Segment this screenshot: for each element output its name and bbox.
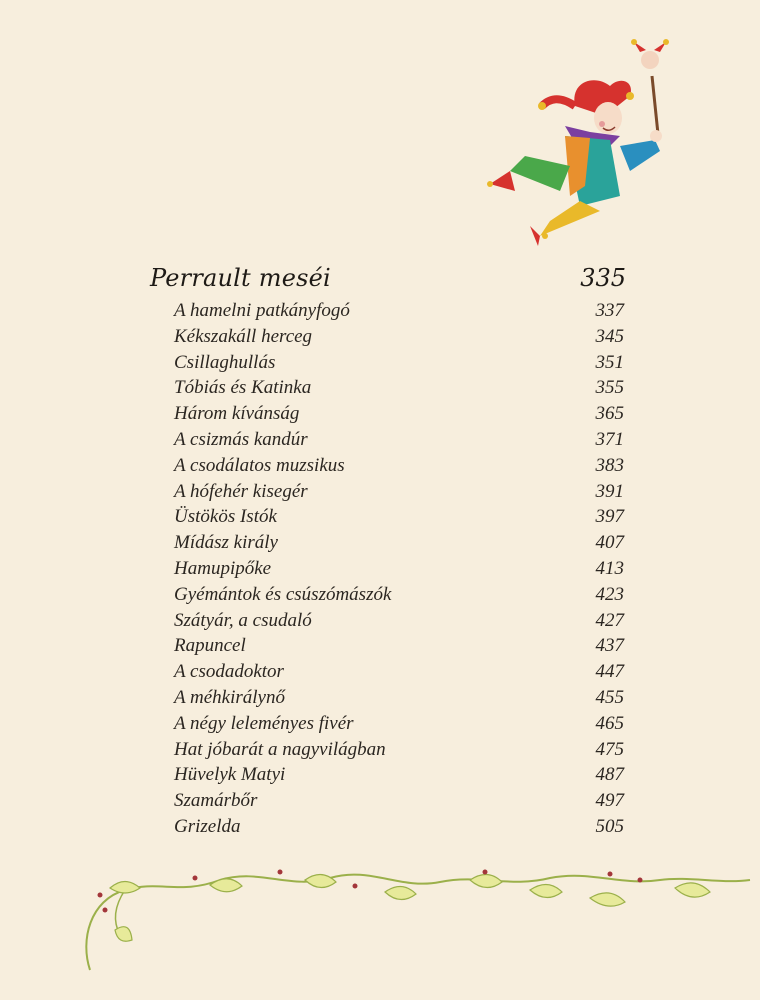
entry-title: Hamupipőke [174,557,272,579]
toc-entry[interactable] [174,453,628,479]
entry-title: Hat jóbarát a nagyvilágban [174,738,386,760]
entry-title: Grizelda [174,815,241,837]
toc-entry[interactable] [174,711,628,737]
entry-title: Hüvelyk Matyi [174,764,286,786]
entry-page-number: 505 [595,815,624,837]
toc-entry[interactable] [174,504,628,530]
jester-illustration [470,36,680,246]
entry-page-number: 465 [595,712,624,734]
entry-title: A hófehér kisegér [174,480,308,502]
entry-title: Mídász király [174,532,278,554]
entry-page-number: 391 [595,480,624,502]
entry-title: A négy leleményes fivér [174,712,354,734]
entry-page-number: 355 [595,377,624,399]
entry-title: A csizmás kandúr [174,428,308,450]
entry-page-number: 497 [595,790,624,812]
entry-title: Három kívánság [174,403,300,425]
entry-page-number: 475 [595,738,624,760]
toc-entry[interactable] [174,737,628,763]
toc-entry[interactable] [174,814,628,840]
entry-page-number: 371 [595,428,624,450]
toc-entry[interactable] [174,427,628,453]
entry-title: Csillaghullás [174,351,276,373]
entry-title: A csodadoktor [174,661,284,683]
toc-entry[interactable] [174,608,628,634]
entry-title: A csodálatos muzsikus [174,454,345,476]
entry-page-number: 397 [595,506,624,528]
entry-title: Szátyár, a csudaló [174,609,312,631]
entry-page-number: 447 [595,661,624,683]
entry-title: A méhkirálynő [174,686,285,708]
entry-page-number: 337 [595,300,624,321]
toc-entry[interactable] [174,530,628,556]
table-of-contents [150,264,628,840]
toc-entry[interactable] [174,401,628,427]
toc-entry[interactable] [174,479,628,505]
toc-entry[interactable] [174,298,628,324]
toc-entry[interactable] [174,659,628,685]
entry-title: Gyémántok és csúszómászók [174,583,392,605]
entry-page-number: 351 [595,351,624,373]
entry-page-number: 383 [595,454,624,476]
entry-page-number: 437 [595,635,624,657]
entry-page-number: 487 [595,764,624,786]
section-heading [150,264,628,298]
entry-title: Szamárbőr [174,790,258,812]
toc-entry[interactable] [174,375,628,401]
section-page-number: 335 [580,264,626,292]
entry-title: Üstökös Istók [174,506,277,528]
toc-entry[interactable] [174,582,628,608]
vine-border-ornament [70,850,760,980]
entry-page-number: 455 [595,686,624,708]
entry-page-number: 427 [595,609,624,631]
toc-entry[interactable] [174,633,628,659]
entry-page-number: 407 [595,532,624,554]
entry-title: A hamelni patkányfogó [174,300,350,321]
entry-title: Tóbiás és Katinka [174,377,312,399]
entry-title: Rapuncel [174,635,246,657]
toc-entry[interactable] [174,788,628,814]
toc-entry[interactable] [174,324,628,350]
toc-entries [150,298,628,840]
toc-entry[interactable] [174,350,628,376]
entry-title: Kékszakáll herceg [174,325,313,347]
section-title: Perrault meséi [150,264,331,292]
entry-page-number: 413 [595,557,624,579]
toc-entry[interactable] [174,762,628,788]
entry-page-number: 345 [595,325,624,347]
entry-page-number: 365 [595,403,624,425]
toc-entry[interactable] [174,556,628,582]
toc-entry[interactable] [174,685,628,711]
entry-page-number: 423 [595,583,624,605]
